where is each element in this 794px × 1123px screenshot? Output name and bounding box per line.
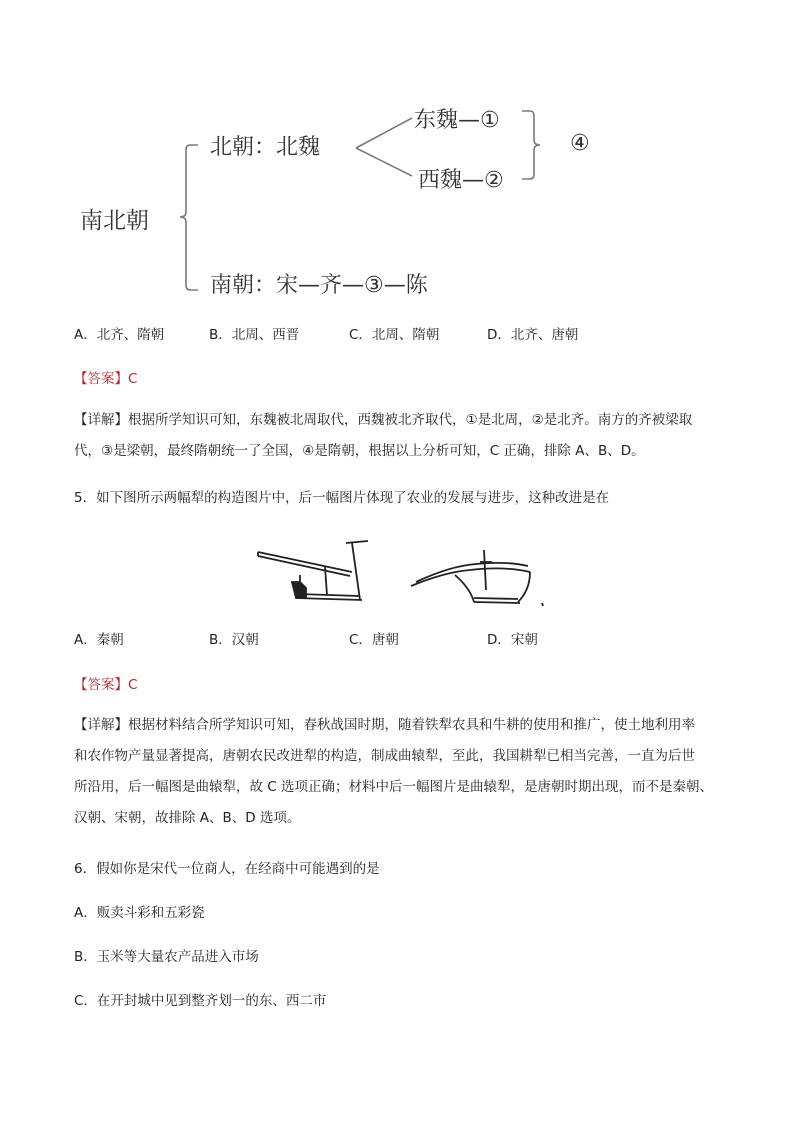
answer-label: 【答案】 [74,677,128,693]
detail-label: 【详解】 [74,412,128,428]
detail-line: 汉朝、宋朝，故排除 A、B、D 选项。 [74,810,301,826]
answer-label: 【答案】 [74,371,128,387]
detail-line: 和农作物产量显著提高，唐朝农民改进犁的构造，制成曲辕犁，至此，我国耕犁已相当完善，一直为后世 [74,748,695,764]
detail-line: 【详解】根据材料结合所学知识可知，春秋战国时期，随着铁犁农具和牛耕的使用和推广，使土地利用率 [74,717,695,733]
detail-label: 【详解】 [74,717,128,733]
q5-option-d: D．宋朝 [487,632,538,648]
q5-option-a: A．秦朝 [74,632,124,648]
answer-value: C [128,677,138,693]
q5-detail [74,710,734,834]
north-label: 北朝：北魏 [210,135,321,160]
detail-line: 代，③是梁朝，最终隋朝统一了全国，④是隋朝，根据以上分析可知，C 正确，排除 A、B、D。 [74,443,645,459]
q6-option-b: B．玉米等大量农产品进入市场 [74,949,259,965]
q6-option-a: A．贩卖斗彩和五彩瓷 [74,905,205,921]
q4-option-a: A．北齐、隋朝 [74,327,165,343]
q4-option-b: B．北周、西晋 [209,327,300,343]
curved-plough-image [411,550,543,606]
q4-option-c: C．北周、隋朝 [349,327,440,343]
detail-line: 【详解】根据所学知识可知，东魏被北周取代，西魏被北齐取代，①是北周，②是北齐。南方的齐被梁取 [74,412,693,428]
detail-line: 所沿用，后一幅图是曲辕犁，故 C 选项正确；材料中后一幅图片是曲辕犁，是唐朝时期出现，而不是秦朝、 [74,779,714,795]
q6-option-c: C．在开封城中见到整齐划一的东、西二市 [74,993,327,1009]
answer-value: C [128,371,138,387]
root-label: 南北朝 [80,208,149,234]
straight-plough-image [258,541,368,600]
q5-question: 5．如下图所示两幅犁的构造图片中，后一幅图片体现了农业的发展与进步，这种改进是在 [74,490,610,506]
west-wei-label: 西魏—② [418,168,504,193]
q5-option-c: C．唐朝 [349,632,399,648]
south-label: 南朝：宋—齐—③—陈 [210,273,428,298]
east-wei-label: 东魏—① [414,108,500,133]
q4-option-d: D．北齐、唐朝 [487,327,579,343]
marker-four: ④ [570,131,590,156]
q5-answer [74,673,137,693]
q5-option-b: B．汉朝 [209,632,259,648]
q6-question: 6．假如你是宋代一位商人，在经商中可能遇到的是 [74,861,380,877]
